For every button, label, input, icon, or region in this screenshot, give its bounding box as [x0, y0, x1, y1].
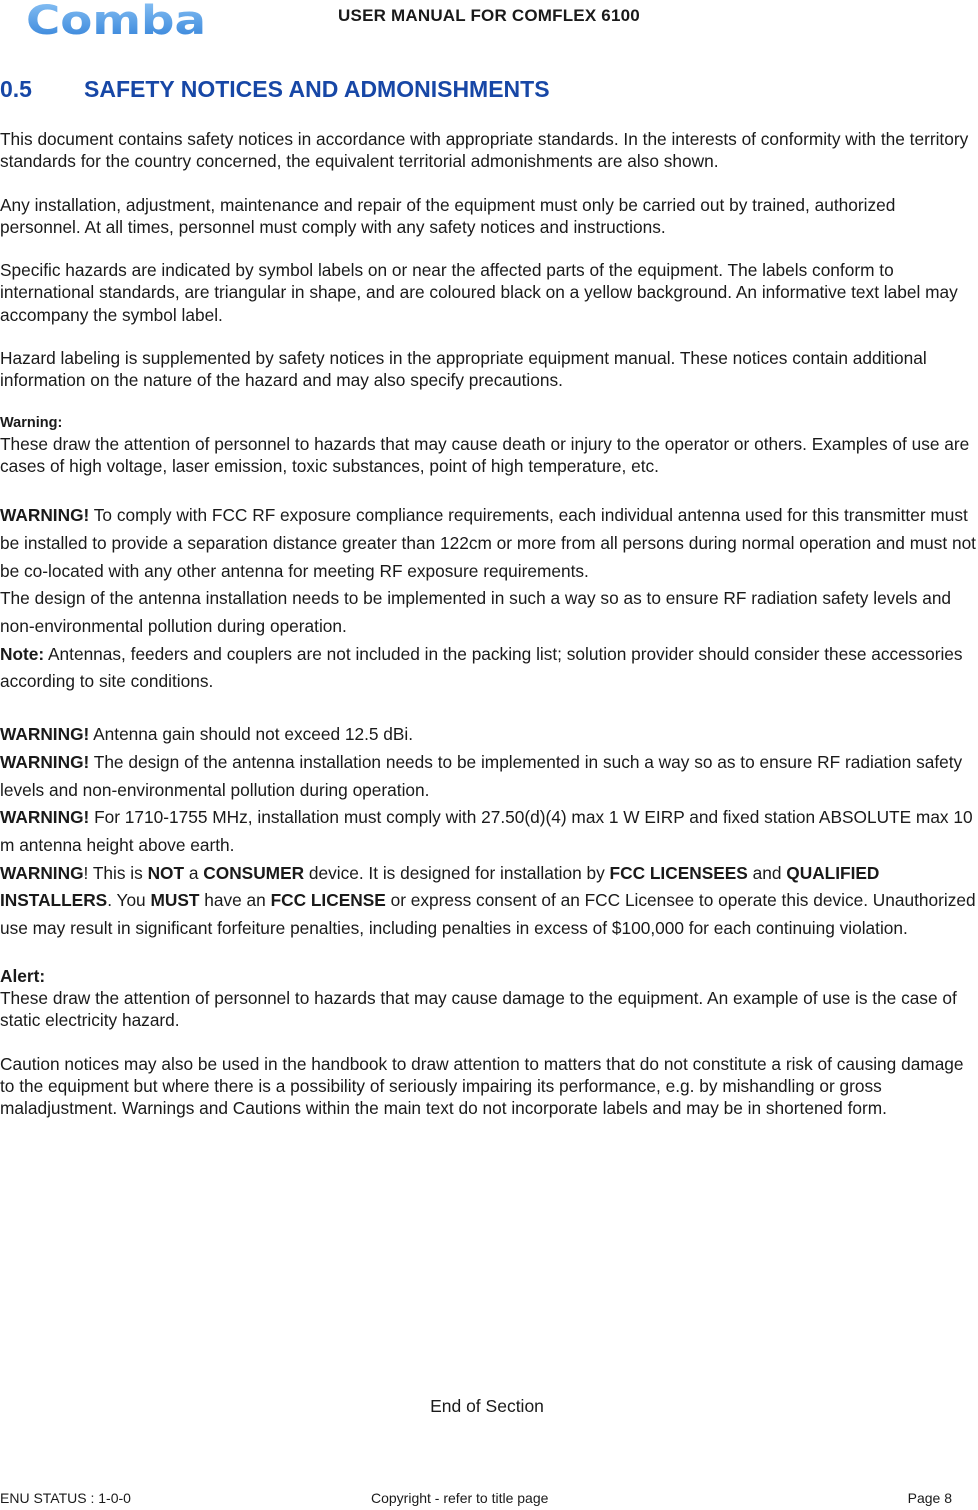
document-body [0, 128, 978, 1120]
footer-copyright: Copyright - refer to title page [371, 1490, 549, 1506]
antenna-gain-warning [0, 721, 978, 749]
warning-text: To comply with FCC RF exposure compliance requirements, each individual antenna used for this transmitter must be installed to provide a separation distance greater than 122cm or more from all persons during normal operation and must not be co-located with any other antenna for meeting RF exposure requirements. [0, 505, 976, 581]
alert-description: These draw the attention of personnel to hazards that may cause damage to the equipment. An example of use is the case of static electricity hazard. [0, 988, 957, 1031]
antenna-installation-warning [0, 749, 978, 804]
warning-text: device. It is designed for installation by [304, 862, 610, 883]
caution-paragraph: Caution notices may also be used in the handbook to draw attention to matters that do not constitute a risk of causing damage to the equipment but where there is a possibility of seriously impairing its performance, e.g. by mishandling or gross maladjustment. Warnings and Cautions within the main text do not incorporate labels and may be in shortened form. [0, 1053, 964, 1119]
emphasis: FCC LICENSEES [609, 862, 748, 883]
note-text: Antennas, feeders and couplers are not included in the packing list; solution provider should consider these accessories according to site conditions. [0, 643, 963, 692]
warning-tag: WARNING! [0, 724, 90, 745]
hazard-labeling-paragraph: Hazard labeling is supplemented by safety notices in the appropriate equipment manual. These notices contain additional information on the nature of the hazard and may also specify precautions. [0, 348, 927, 391]
fcc-license-warning [0, 860, 978, 943]
intro-paragraph: This document contains safety notices in accordance with appropriate standards. In the interests of conformity with the territory standards for the country concerned, the equivalent territorial admonishments are also shown. [0, 129, 969, 172]
warning-text: ! This is [83, 862, 148, 883]
labels-paragraph: Specific hazards are indicated by symbol labels on or near the affected parts of the equipment. The labels conform to international standards, are triangular in shape, and are coloured black on a yellow background. An informative text label may accompany the symbol label. [0, 260, 958, 325]
warning-text: Antenna gain should not exceed 12.5 dBi. [89, 724, 414, 745]
warning-tag: WARNING! [0, 807, 90, 828]
warning-text: or express consent of an FCC Licensee to operate this device. Unauthorized use may result in significant forfeiture penalties, including penalties in excess of $100,000 for each continuing violation. [0, 890, 976, 939]
personnel-paragraph: Any installation, adjustment, maintenance and repair of the equipment must only be carried out by trained, authorized personnel. At all times, personnel must comply with any safety notices and instructions. [0, 194, 896, 237]
emphasis: MUST [150, 890, 200, 911]
page-footer [0, 1490, 978, 1510]
warning-text: and [747, 862, 787, 883]
warning-tag: WARNING! [0, 505, 90, 526]
end-of-section: End of Section [430, 1396, 544, 1416]
antenna-design-paragraph: The design of the antenna installation needs to be implemented in such a way so as to ensure RF radiation safety levels and non-environmental pollution during operation. [0, 588, 952, 637]
warning-tag: WARNING! [0, 751, 90, 772]
eirp-warning [0, 804, 978, 859]
section-title: SAFETY NOTICES AND ADMONISHMENTS [84, 76, 550, 102]
footer-page-number: Page 8 [907, 1490, 952, 1506]
warning-text: a [184, 862, 204, 883]
warning-text: . You [107, 890, 151, 911]
warning-text: For 1710-1755 MHz, installation must comply with 27.50(d)(4) max 1 W EIRP and fixed station ABSOLUTE max 10 m antenna height above earth. [0, 807, 973, 855]
emphasis: CONSUMER [203, 862, 305, 883]
section-number: 0.5 [0, 76, 32, 102]
alert-label: Alert: [0, 965, 46, 986]
manual-header-title: USER MANUAL FOR COMFLEX 6100 [338, 6, 640, 25]
footer-status: ENU STATUS : 1-0-0 [0, 1490, 131, 1506]
note-label: Note: [0, 643, 45, 664]
warning-label: Warning: [0, 414, 63, 431]
logo-text: Comba [26, 0, 206, 42]
section-heading [0, 76, 550, 103]
warning-description: These draw the attention of personnel to hazards that may cause death or injury to the operator or others. Examples of use are cases of high voltage, laser emission, toxic substances, point of high temperature, etc. [0, 433, 970, 476]
warning-text: The design of the antenna installation needs to be implemented in such a way so as to ensure RF radiation safety levels and non-environmental pollution during operation. [0, 751, 963, 800]
note-paragraph [0, 641, 978, 696]
emphasis: FCC LICENSE [270, 890, 386, 911]
fcc-rf-exposure-warning [0, 502, 978, 585]
warning-tag: WARNING [0, 862, 84, 883]
emphasis: NOT [147, 862, 185, 883]
alert-notice [0, 965, 978, 1032]
warning-text: have an [199, 890, 271, 911]
emphasis: QUALIFIED INSTALLERS [0, 862, 880, 911]
warning-notice [0, 413, 978, 478]
